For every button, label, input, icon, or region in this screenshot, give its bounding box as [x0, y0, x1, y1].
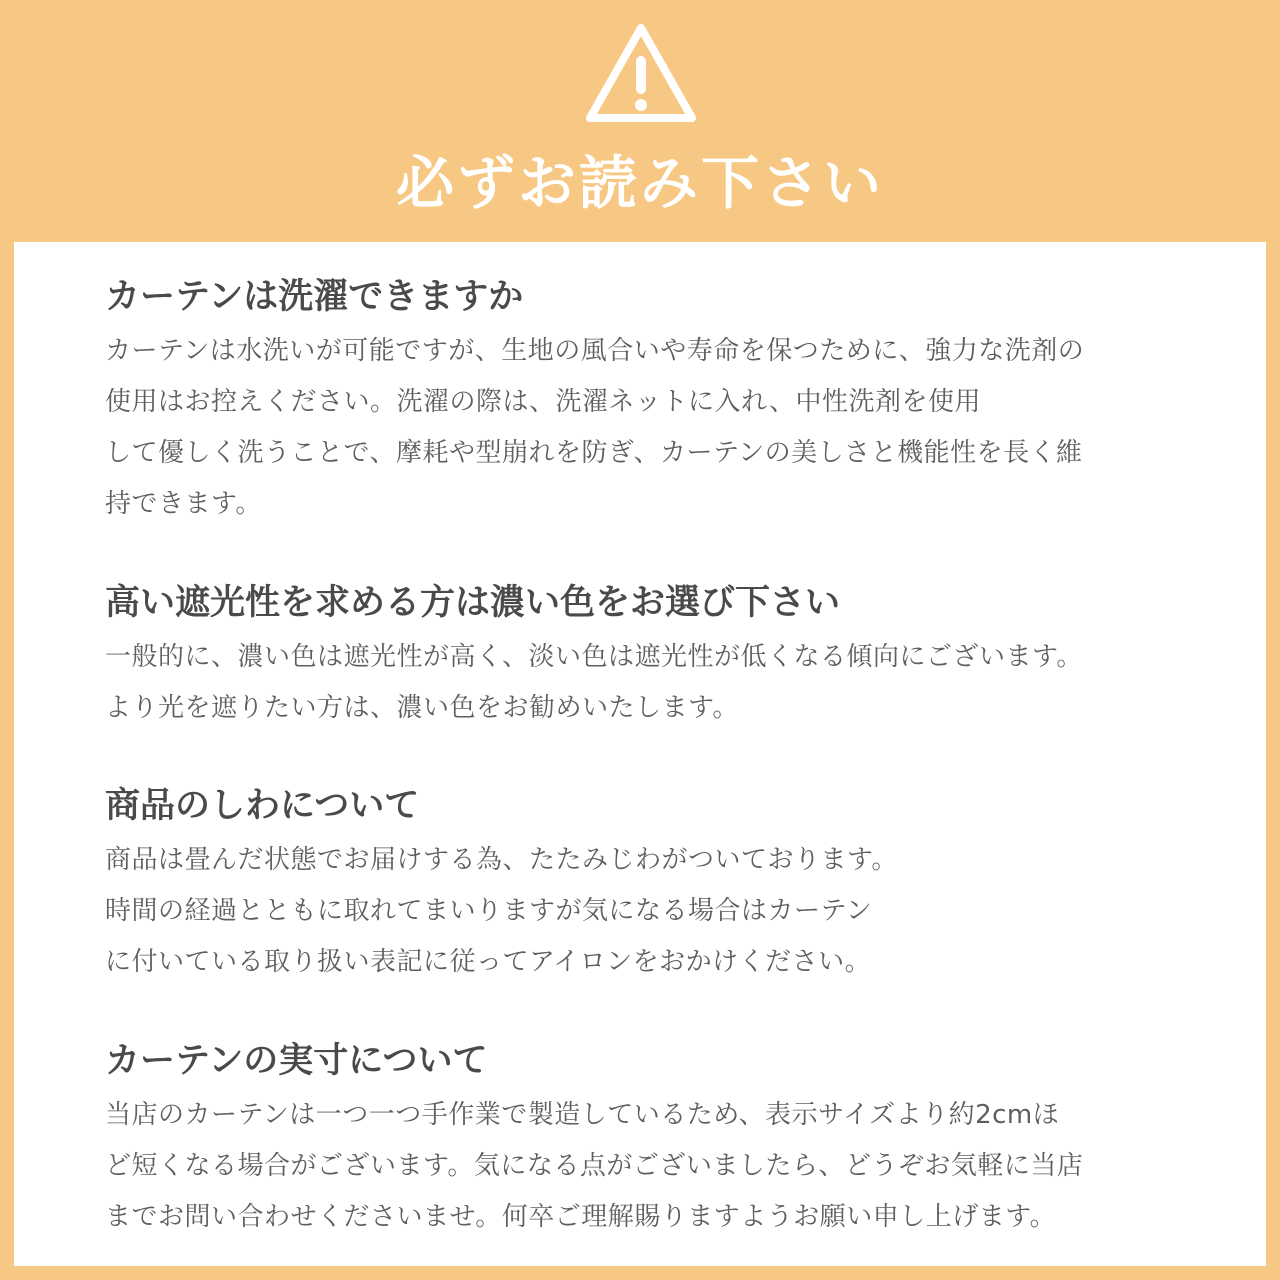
section-text-line: までお問い合わせくださいませ。何卒ご理解賜りますようお願い申し上げます。 — [105, 1202, 1057, 1232]
section-text-line: ど短くなる場合がございます。気になる点がございましたら、どうぞお気軽に当店 — [105, 1151, 1084, 1181]
section-title: 商品のしわについて — [105, 786, 420, 826]
section-text-line: 使用はお控えください。洗濯の際は、洗濯ネットに入れ、中性洗剤を使用 — [105, 387, 982, 417]
section-title: カーテンの実寸について — [105, 1041, 488, 1081]
section-text-line: 当店のカーテンは一つ一つ手作業で製造しているため、表示サイズより約2cmほ — [105, 1100, 1060, 1130]
notice-card — [14, 242, 1266, 1266]
section-text-line: 商品は畳んだ状態でお届けする為、たたみじわがついております。 — [105, 845, 898, 875]
warning-triangle-icon — [582, 20, 700, 128]
section-text-line: に付いている取り扱い表記に従ってアイロンをおかけください。 — [105, 947, 872, 977]
section-text-line: して優しく洗うことで、摩耗や型崩れを防ぎ、カーテンの美しさと機能性を長く維 — [105, 438, 1083, 468]
section-text-line: 時間の経過とともに取れてまいりますが気になる場合はカーテン — [105, 896, 873, 926]
section-title: 高い遮光性を求める方は濃い色をお選び下さい — [105, 583, 841, 623]
section-text-line: 一般的に、濃い色は遮光性が高く、淡い色は遮光性が低くなる傾向にございます。 — [105, 642, 1083, 672]
section-actual-size — [105, 1036, 1205, 1243]
section-text-line: カーテンは水洗いが可能ですが、生地の風合いや寿命を保つために、強力な洗剤の — [105, 336, 1085, 366]
section-text-line: より光を遮りたい方は、濃い色をお勧めいたします。 — [105, 693, 739, 723]
section-blackout — [105, 578, 1205, 734]
section-wrinkles — [105, 781, 1205, 988]
section-title: カーテンは洗濯できますか — [105, 277, 524, 317]
page-title: 必ずお読み下さい — [395, 149, 884, 217]
section-text-line: 持できます。 — [105, 489, 262, 519]
header-banner — [0, 0, 1280, 242]
section-washing — [105, 272, 1205, 530]
